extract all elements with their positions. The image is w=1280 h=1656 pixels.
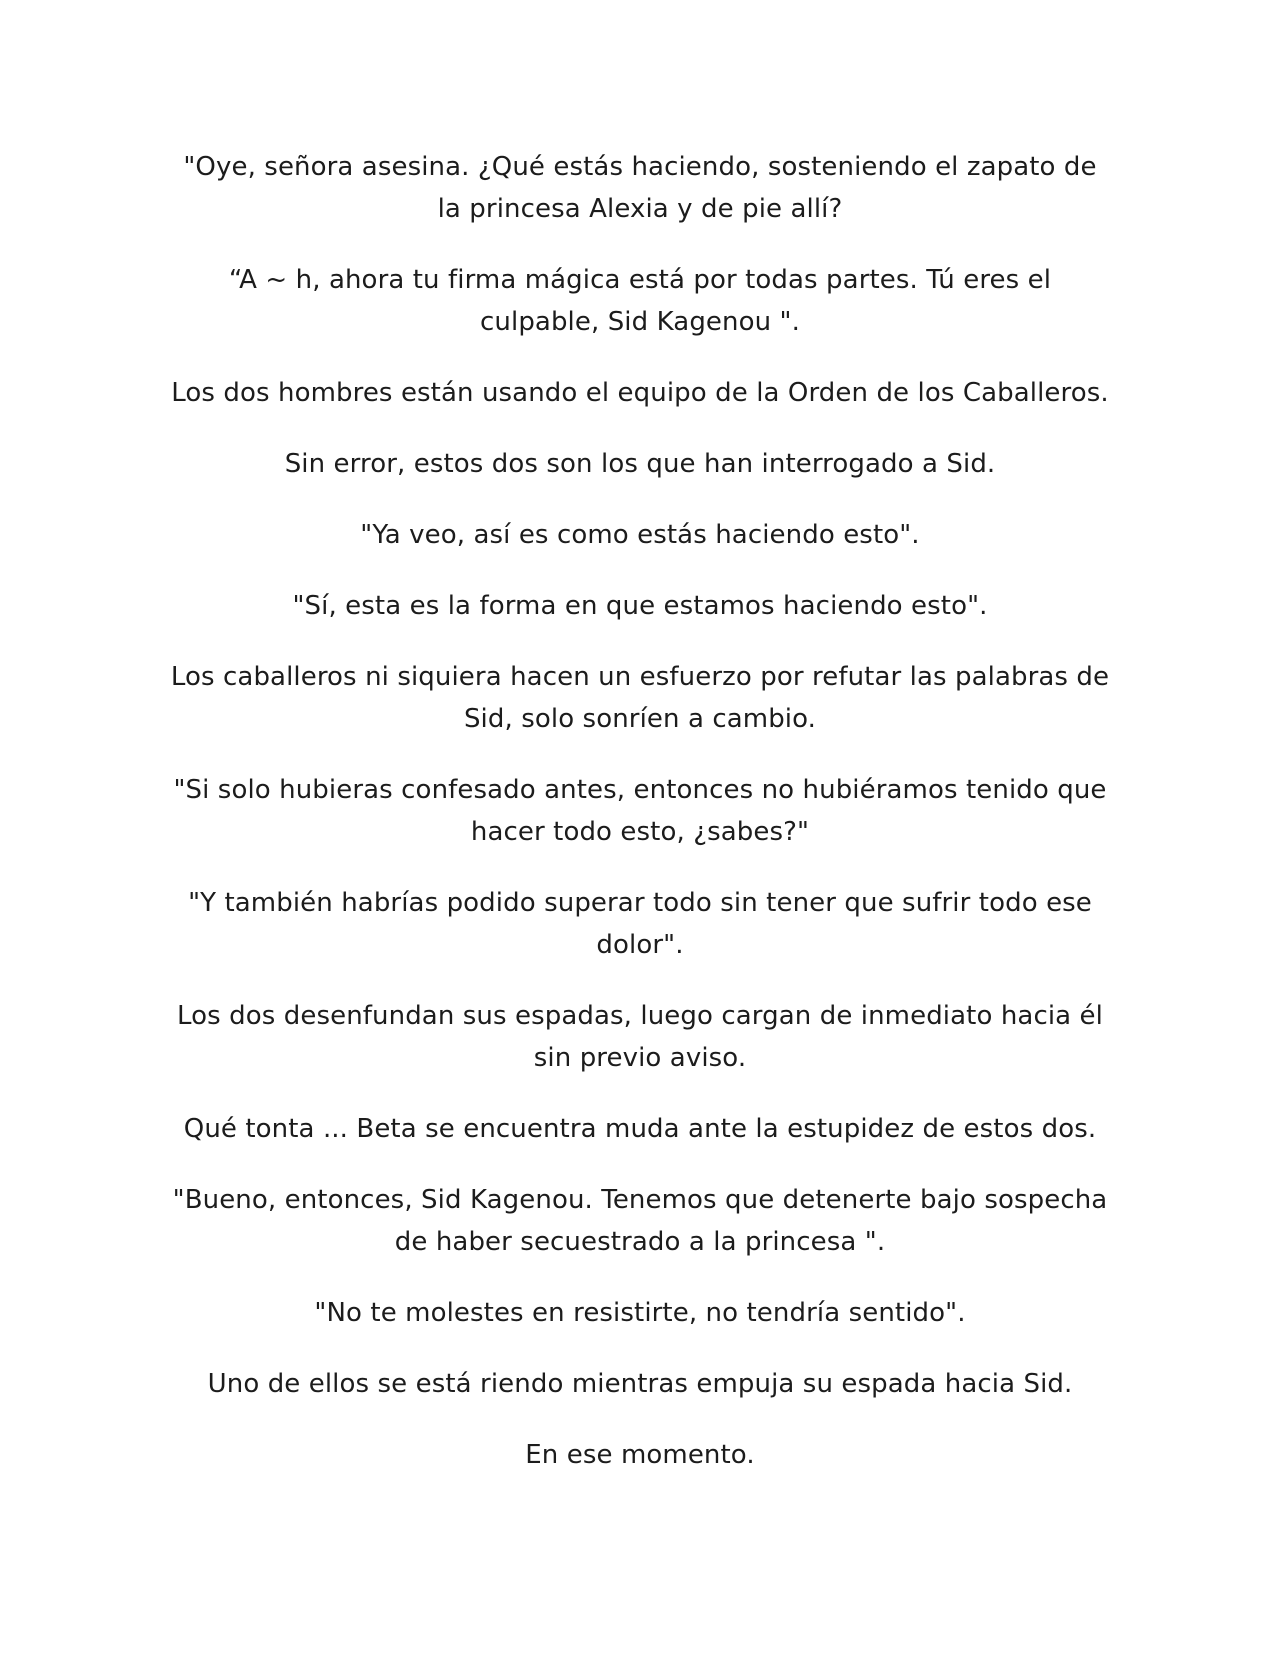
paragraph-5: "Ya veo, así es como estás haciendo esto". <box>360 520 920 550</box>
document-body <box>170 146 1110 1505</box>
paragraph-9: "Y también habrías podido superar todo sin tener que sufrir todo ese dolor". <box>188 888 1092 960</box>
paragraph-11: Qué tonta ... Beta se encuentra muda ante la estupidez de estos dos. <box>183 1114 1097 1144</box>
paragraph-4: Sin error, estos dos son los que han interrogado a Sid. <box>284 449 996 479</box>
paragraph-3: Los dos hombres están usando el equipo de la Orden de los Caballeros. <box>171 378 1109 408</box>
paragraph-10: Los dos desenfundan sus espadas, luego cargan de inmediato hacia él sin previo aviso. <box>177 1001 1103 1073</box>
paragraph-2: “A ~ h, ahora tu firma mágica está por todas partes. Tú eres el culpable, Sid Kagenou ". <box>228 265 1052 337</box>
paragraph-1: "Oye, señora asesina. ¿Qué estás haciendo, sosteniendo el zapato de la princesa Alexia y de pie allí? <box>183 152 1097 224</box>
paragraph-14: Uno de ellos se está riendo mientras empuja su espada hacia Sid. <box>207 1369 1073 1399</box>
paragraph-12: "Bueno, entonces, Sid Kagenou. Tenemos que detenerte bajo sospecha de haber secuestrado a la princesa ". <box>172 1185 1108 1257</box>
paragraph-8: "Si solo hubieras confesado antes, entonces no hubiéramos tenido que hacer todo esto, ¿sabes?" <box>173 775 1107 847</box>
paragraph-15: En ese momento. <box>525 1440 755 1470</box>
paragraph-13: "No te molestes en resistirte, no tendría sentido". <box>314 1298 966 1328</box>
paragraph-7: Los caballeros ni siquiera hacen un esfuerzo por refutar las palabras de Sid, solo sonríen a cambio. <box>170 662 1110 734</box>
paragraph-6: "Sí, esta es la forma en que estamos haciendo esto". <box>292 591 988 621</box>
